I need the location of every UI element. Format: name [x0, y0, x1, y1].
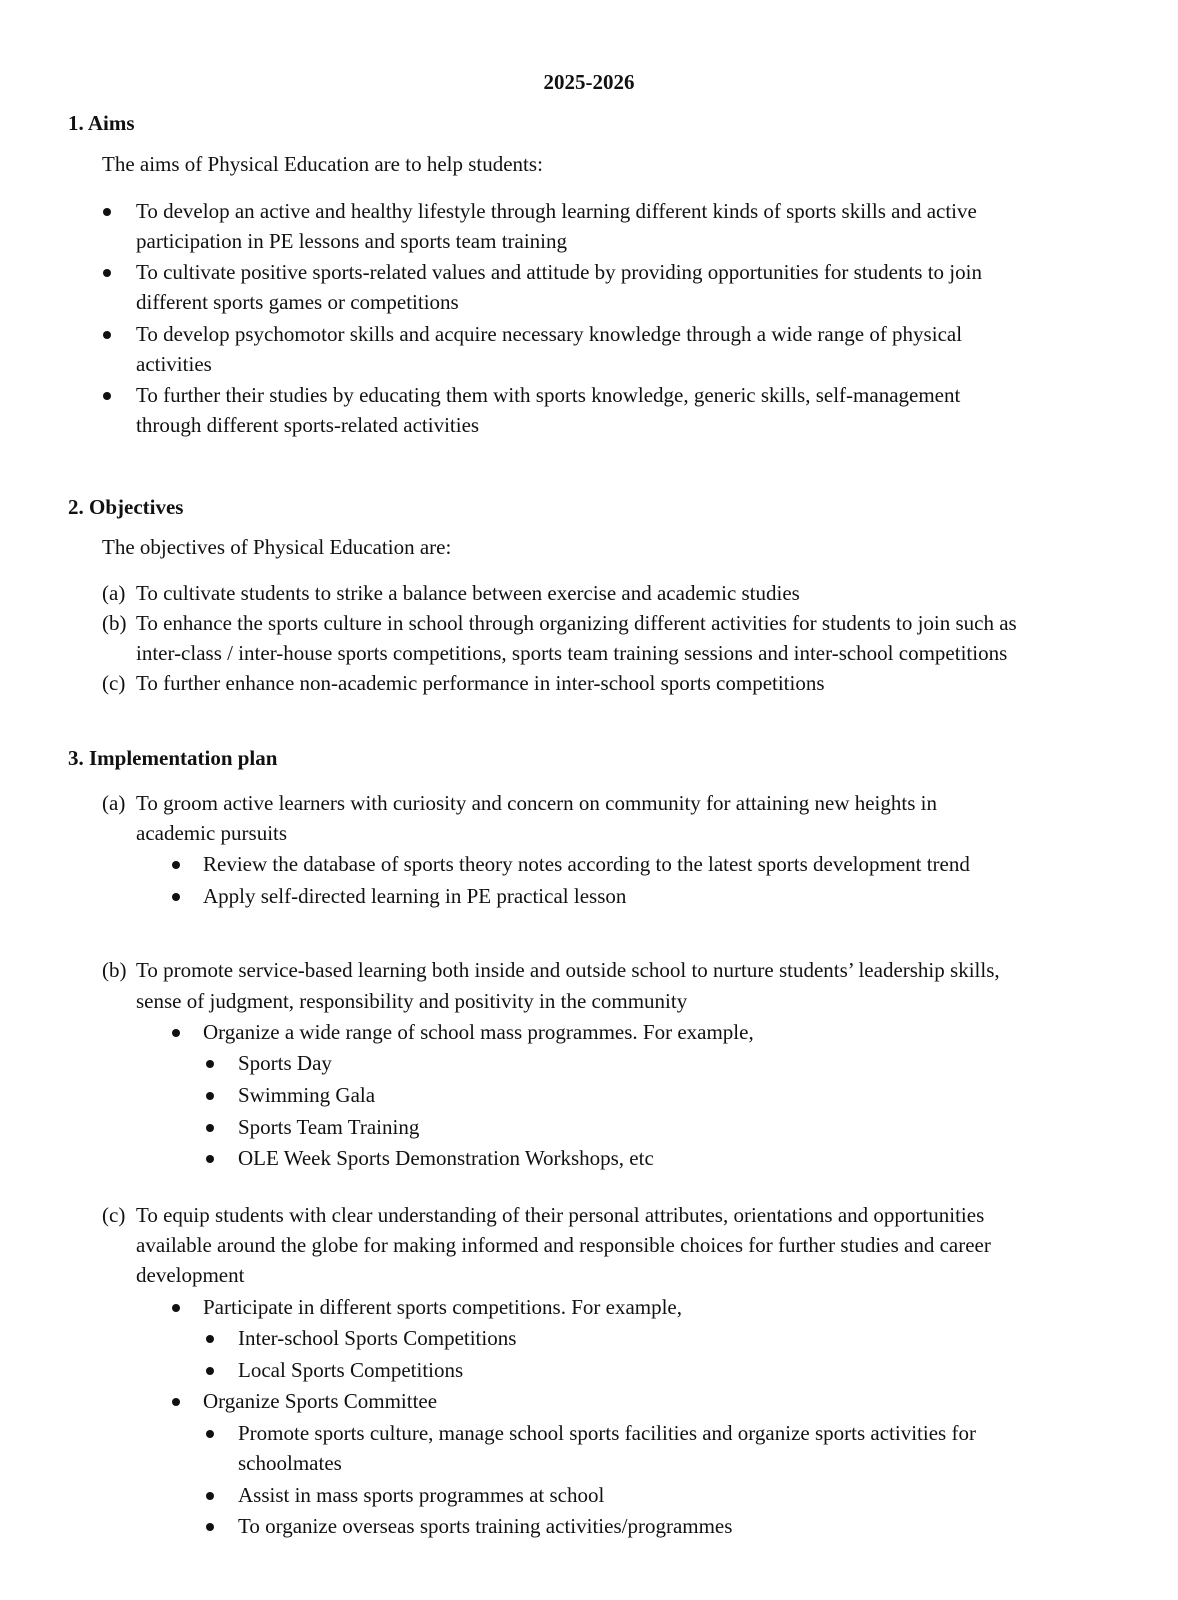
bullet-icon — [206, 1092, 214, 1100]
plan-a-line2: academic pursuits — [136, 821, 288, 845]
plan-b-line2: sense of judgment, responsibility and positivity in the community — [136, 989, 688, 1013]
bullet-icon — [172, 893, 180, 901]
plan-c-bullet-1: Participate in different sports competitions. For example, — [203, 1295, 683, 1319]
aims-bullet-4-line1: To further their studies by educating them with sports knowledge, generic skills, self-management — [136, 383, 961, 407]
aims-bullet-3-line1: To develop psychomotor skills and acquire necessary knowledge through a wide range of physical — [136, 322, 963, 346]
bullet-icon — [103, 208, 111, 216]
plan-a-bullet-1: Review the database of sports theory notes according to the latest sports development trend — [203, 852, 970, 876]
bullet-icon — [206, 1155, 214, 1163]
bullet-icon — [103, 392, 111, 400]
plan-c-line3: development — [136, 1263, 245, 1287]
bullet-icon — [172, 1304, 180, 1312]
aims-bullet-1-line2: participation in PE lessons and sports team training — [136, 229, 568, 253]
plan-a-bullet-2: Apply self-directed learning in PE practical lesson — [203, 884, 627, 908]
plan-c-sub-3-line2: schoolmates — [238, 1451, 342, 1475]
plan-b-sub-2: Swimming Gala — [238, 1083, 376, 1107]
aims-intro: The aims of Physical Education are to help students: — [102, 152, 543, 176]
plan-a-label: (a) — [102, 791, 126, 815]
bullet-icon — [103, 269, 111, 277]
bullet-icon — [206, 1060, 214, 1068]
plan-b-sub-1: Sports Day — [238, 1051, 332, 1075]
plan-c-sub-2: Local Sports Competitions — [238, 1358, 464, 1382]
section-heading-aims: 1. Aims — [68, 111, 135, 135]
bullet-icon — [103, 331, 111, 339]
plan-c-line2: available around the globe for making informed and responsible choices for further studies and career — [136, 1233, 991, 1257]
document-title: 2025-2026 — [543, 70, 635, 94]
plan-b-sub-3: Sports Team Training — [238, 1115, 420, 1139]
aims-bullet-4-line2: through different sports-related activities — [136, 413, 480, 437]
objectives-intro: The objectives of Physical Education are: — [102, 535, 452, 559]
plan-b-sub-4: OLE Week Sports Demonstration Workshops, etc — [238, 1146, 654, 1170]
plan-c-bullet-2: Organize Sports Committee — [203, 1389, 438, 1413]
bullet-icon — [206, 1523, 214, 1531]
plan-c-sub-4: Assist in mass sports programmes at school — [238, 1483, 605, 1507]
aims-bullet-3-line2: activities — [136, 352, 212, 376]
plan-c-sub-1: Inter-school Sports Competitions — [238, 1326, 517, 1350]
objective-c-label: (c) — [102, 671, 126, 695]
bullet-icon — [206, 1335, 214, 1343]
bullet-icon — [206, 1430, 214, 1438]
plan-c-label: (c) — [102, 1203, 126, 1227]
aims-bullet-2-line2: different sports games or competitions — [136, 290, 459, 314]
objective-b-line1: To enhance the sports culture in school through organizing different activities for students to join such as — [136, 611, 1017, 635]
section-heading-implementation-plan: 3. Implementation plan — [68, 746, 278, 770]
aims-bullet-1-line1: To develop an active and healthy lifestyle through learning different kinds of sports skills and active — [136, 199, 977, 223]
bullet-icon — [206, 1492, 214, 1500]
plan-a-line1: To groom active learners with curiosity and concern on community for attaining new heights in — [136, 791, 937, 815]
bullet-icon — [172, 1398, 180, 1406]
section-heading-objectives: 2. Objectives — [68, 495, 184, 519]
objective-c-text: To further enhance non-academic performance in inter-school sports competitions — [136, 671, 825, 695]
aims-bullet-2-line1: To cultivate positive sports-related values and attitude by providing opportunities for students to join — [136, 260, 982, 284]
objective-b-label: (b) — [102, 611, 127, 635]
bullet-icon — [206, 1367, 214, 1375]
plan-c-sub-3-line1: Promote sports culture, manage school sports facilities and organize sports activities for — [238, 1421, 976, 1445]
plan-b-label: (b) — [102, 958, 127, 982]
objective-a-label: (a) — [102, 581, 126, 605]
plan-c-line1: To equip students with clear understanding of their personal attributes, orientations and opportunities — [136, 1203, 985, 1227]
plan-b-bullet-1: Organize a wide range of school mass programmes. For example, — [203, 1020, 754, 1044]
plan-c-sub-5: To organize overseas sports training activities/programmes — [238, 1514, 733, 1538]
bullet-icon — [206, 1124, 214, 1132]
objective-b-line2: inter-class / inter-house sports competitions, sports team training sessions and inter-school competitions — [136, 641, 1008, 665]
plan-b-line1: To promote service-based learning both inside and outside school to nurture students’ leadership skills, — [136, 958, 1000, 982]
objective-a-text: To cultivate students to strike a balance between exercise and academic studies — [136, 581, 800, 605]
bullet-icon — [172, 1029, 180, 1037]
bullet-icon — [172, 861, 180, 869]
